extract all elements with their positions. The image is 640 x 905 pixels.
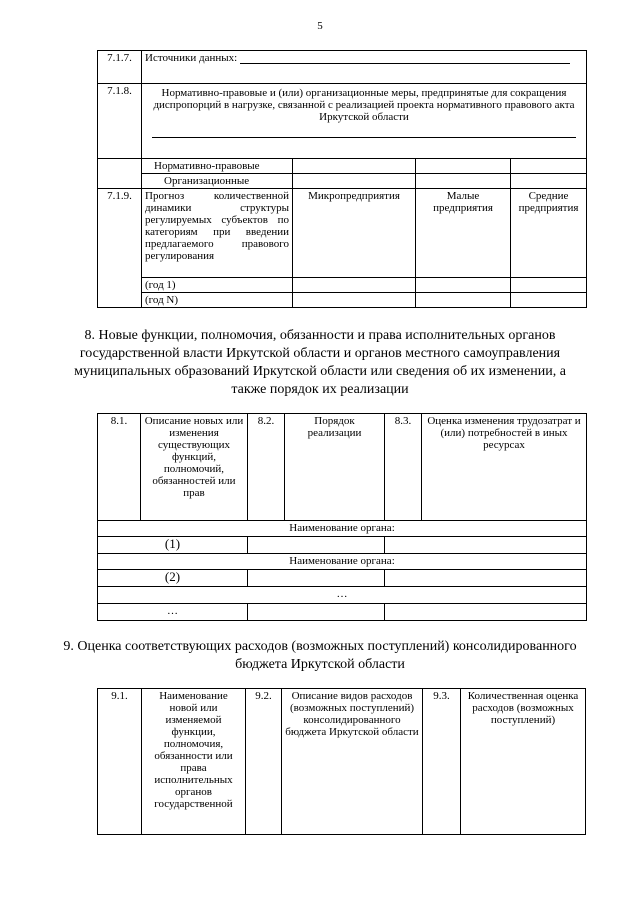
empty-cell <box>416 278 511 293</box>
medium-enterprises-header: Средние предприятия <box>511 189 587 278</box>
data-sources-fill-line <box>240 54 570 64</box>
forecast-description: Прогноз количественной динамики структуры регулируемых субъектов по категориям при введении предлагаемого правового регулирования <box>142 189 293 278</box>
data-sources-label: Источники данных: <box>145 52 238 64</box>
measures-fill-line <box>152 137 576 138</box>
col-82-number: 8.2. <box>248 414 285 521</box>
empty-cell <box>416 293 511 308</box>
empty-cell <box>385 604 587 621</box>
organ-name-row-2: Наименование органа: <box>98 554 587 570</box>
empty-cell <box>511 174 587 189</box>
empty-cell <box>416 174 511 189</box>
empty-cell <box>248 537 385 554</box>
organizational-measures-label: Организационные <box>142 174 293 189</box>
empty-cell <box>248 570 385 587</box>
row-717-number: 7.1.7. <box>98 51 142 84</box>
item-1-label: (1) <box>98 537 248 554</box>
empty-cell <box>416 159 511 174</box>
col-81-header: Описание новых или изменения существующих функций, полномочий, обязанностей или прав <box>141 414 248 521</box>
data-sources-cell <box>142 51 587 84</box>
col-81-number: 8.1. <box>98 414 141 521</box>
item-2-label: (2) <box>98 570 248 587</box>
empty-cell <box>293 159 416 174</box>
row-718-number: 7.1.8. <box>98 84 142 159</box>
measures-description <box>142 84 587 159</box>
section-8-heading: 8. Новые функции, полномочия, обязанности и права исполнительных органов государственной власти Иркутской области и органов местного самоуправления муниципальных образований Иркутской области или сведения об их изменении, а также порядок их реализации <box>74 328 566 397</box>
page-number: 5 <box>317 20 323 32</box>
section-9-heading: 9. Оценка соответствующих расходов (возможных поступлений) консолидированного бюджета Иркутской области <box>63 639 577 672</box>
ellipsis-row: … <box>98 587 587 604</box>
empty-cell <box>98 159 142 189</box>
empty-cell <box>248 604 385 621</box>
col-83-header: Оценка изменения трудозатрат и (или) потребностей в иных ресурсах <box>422 414 587 521</box>
col-83-number: 8.3. <box>385 414 422 521</box>
col-91-number: 9.1. <box>98 689 142 835</box>
empty-cell <box>293 293 416 308</box>
table-section-9 <box>97 688 586 835</box>
organ-name-row-1: Наименование органа: <box>98 521 587 537</box>
empty-cell <box>385 570 587 587</box>
year-1-label: (год 1) <box>142 278 293 293</box>
empty-cell <box>293 278 416 293</box>
empty-cell <box>385 537 587 554</box>
row-719-number: 7.1.9. <box>98 189 142 308</box>
col-93-header: Количественная оценка расходов (возможных поступлений) <box>461 689 586 835</box>
table-section-8 <box>97 413 587 621</box>
table-section-7 <box>97 50 587 308</box>
empty-cell <box>511 293 587 308</box>
small-enterprises-header: Малые предприятия <box>416 189 511 278</box>
regulatory-measures-label: Нормативно-правовые <box>142 159 293 174</box>
col-91-header: Наименование новой или изменяемой функции, полномочия, обязанности или права исполнительных органов государственной <box>142 689 246 835</box>
year-n-label: (год N) <box>142 293 293 308</box>
empty-cell <box>511 278 587 293</box>
col-92-header: Описание видов расходов (возможных поступлений) консолидированного бюджета Иркутской области <box>282 689 423 835</box>
col-93-number: 9.3. <box>423 689 461 835</box>
ellipsis-item: … <box>98 604 248 621</box>
col-82-header: Порядок реализации <box>285 414 385 521</box>
empty-cell <box>511 159 587 174</box>
measures-text: Нормативно-правовые и (или) организационные меры, предпринятые для сокращения диспропорций в нагрузке, связанной с реализацией проекта нормативного правового акта Иркутской области <box>153 87 575 123</box>
col-92-number: 9.2. <box>246 689 282 835</box>
empty-cell <box>293 174 416 189</box>
micro-enterprises-header: Микропредприятия <box>293 189 416 278</box>
